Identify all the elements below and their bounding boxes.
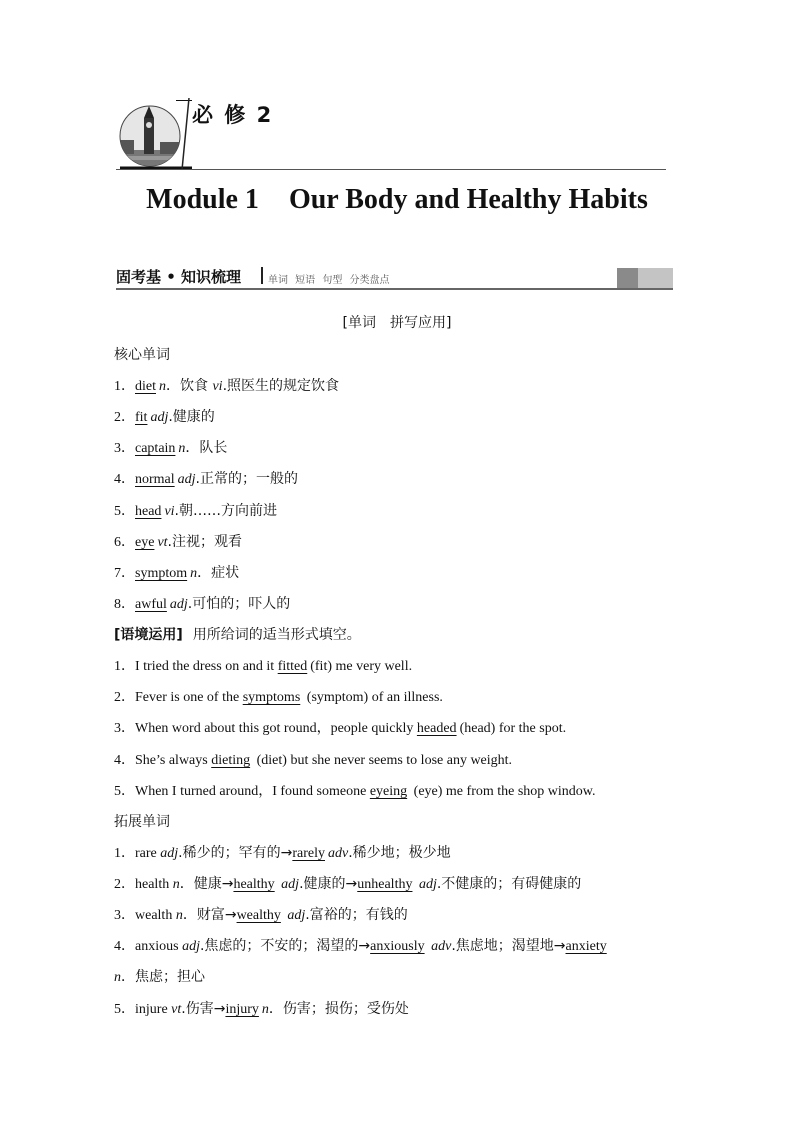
book-title: 必 修 2 (192, 103, 274, 127)
context-item (114, 686, 443, 706)
context-use-heading (114, 624, 361, 644)
item-number: 1． (114, 659, 135, 674)
part-of-speech: n (178, 441, 186, 456)
context-use-instruction: 用所给词的适当形式填空。 (192, 627, 361, 643)
context-item (114, 780, 596, 800)
pos-separator: . (174, 503, 179, 519)
sentence-end: of an illness. (368, 690, 443, 705)
core-word-item (114, 437, 227, 457)
pos-separator: . (195, 471, 200, 487)
item-number: 3． (114, 441, 135, 456)
definition: ．健康→ (179, 876, 234, 892)
extended-word-item (114, 904, 408, 924)
item-number: 8． (114, 597, 135, 612)
core-word-item (114, 468, 298, 488)
module-number: Module 1 (146, 184, 259, 215)
answer-word: awful (135, 597, 167, 612)
headword: health (135, 877, 173, 892)
section-separator (261, 267, 263, 284)
answer-word: anxiety (565, 939, 607, 954)
item-number: 5． (114, 784, 135, 799)
core-word-item (114, 593, 290, 613)
extended-word-item (114, 842, 451, 862)
hint-word: (diet) (253, 753, 287, 768)
sentence-end: but she never seems to lose any weight. (286, 753, 513, 768)
core-word-item (114, 406, 215, 426)
answer-word: unhealthy (357, 877, 413, 892)
pos-separator: ． (185, 440, 200, 456)
definition: 队长 (199, 440, 228, 456)
item-number: 2． (114, 410, 135, 425)
context-use-label: [语境运用] (114, 627, 183, 643)
hint-word: (eye) (410, 784, 443, 799)
part-of-speech: adv (328, 846, 349, 861)
sentence-start: She’s always (135, 753, 212, 768)
answer-word: diet (135, 379, 156, 394)
section-subtitle: 单词 短语 句型 分类盘点 (268, 275, 390, 286)
definition: .伤害→ (181, 1001, 226, 1017)
answer-word: healthy (233, 877, 275, 892)
part-of-speech: n (190, 566, 198, 581)
definition: .稀少地；极少地 (348, 845, 451, 861)
core-word-item (114, 500, 277, 520)
extended-word-item (114, 873, 581, 893)
part-of-speech: adj (150, 410, 169, 425)
definition: 正常的；一般的 (200, 471, 298, 487)
core-word-item (114, 531, 242, 551)
item-number: 7． (114, 566, 135, 581)
definition: .富裕的；有钱的 (305, 907, 408, 923)
sentence-start: I tried the dress on and it (135, 659, 278, 674)
headword: injure (135, 1002, 172, 1017)
module-subtitle: Our Body and Healthy Habits (288, 184, 648, 215)
answer-word: anxiously (370, 939, 425, 954)
part-of-speech: adj (169, 597, 188, 612)
section-bar-block-light (638, 268, 673, 288)
answer-word: fit (135, 410, 148, 425)
extended-word-item (114, 966, 205, 986)
definition: ．伤害；损伤；受伤处 (268, 1001, 409, 1017)
section-title: 固考基 • 知识梳理 (116, 268, 242, 286)
definition: .稀少的；罕有的→ (178, 845, 293, 861)
sentence-start: When word about this got round，people quickly (135, 721, 417, 736)
pos-separator: . (168, 409, 173, 425)
definition: .健康的→ (299, 876, 358, 892)
answer-word: symptom (135, 566, 188, 581)
answer-blank: dieting (211, 753, 251, 768)
extended-words-heading: 拓展单词 (114, 814, 170, 830)
header-rule (116, 169, 666, 170)
context-item (114, 655, 412, 675)
item-number: 5． (114, 504, 135, 519)
part-of-speech: n (159, 379, 166, 394)
item-number: 1． (114, 846, 135, 861)
definition: 注视；观看 (172, 534, 242, 550)
item-number: 5． (114, 1002, 135, 1017)
part-of-speech: n (261, 1002, 269, 1017)
sentence-start: Fever is one of the (135, 690, 243, 705)
definition: .焦虑地；渴望地→ (451, 938, 566, 954)
headword: rare (135, 846, 161, 861)
item-number: 4． (114, 939, 135, 954)
item-number: 2． (114, 877, 135, 892)
item-number: 2． (114, 690, 135, 705)
definition: ．财富→ (182, 907, 237, 923)
core-word-item (114, 562, 239, 582)
part-of-speech: adj (277, 877, 300, 892)
extended-word-item (114, 935, 610, 955)
definition: 健康的 (172, 409, 215, 425)
definition: 症状 (211, 565, 240, 581)
sentence-start: When I turned around，I found someone (135, 784, 370, 799)
answer-blank: fitted (277, 659, 308, 674)
item-number: 3． (114, 721, 135, 736)
part-of-speech: adj (283, 908, 306, 923)
answer-word: head (135, 504, 162, 519)
definition: 朝……方向前进 (179, 503, 277, 519)
hint-word: (symptom) (303, 690, 369, 705)
hint-word: (head) (459, 721, 496, 736)
definition: .不健康的；有碍健康的 (436, 876, 582, 892)
context-item (114, 749, 512, 769)
answer-word: eye (135, 535, 155, 550)
item-number: 1． (114, 379, 135, 394)
part-of-speech: vi (164, 504, 175, 519)
part-of-speech: vt (157, 535, 168, 550)
definition: 饮食 (180, 378, 208, 394)
item-number: 3． (114, 908, 135, 923)
answer-word: injury (225, 1002, 259, 1017)
definition: 可怕的；吓人的 (192, 596, 291, 612)
section-bar-block-dark (617, 268, 638, 288)
part-of-speech: adj (182, 939, 200, 954)
answer-word: normal (135, 472, 175, 487)
sentence-end: me very well. (332, 659, 413, 674)
pos-separator: ． (166, 378, 180, 394)
part-of-speech: adj (160, 846, 179, 861)
definition: ．焦虑；担心 (121, 969, 205, 985)
part-of-speech: adj (415, 877, 437, 892)
definition: .焦虑的；不安的；渴望的→ (199, 938, 371, 954)
answer-word: captain (135, 441, 176, 456)
pos-separator: . (167, 534, 172, 550)
center-heading: [单词 拼写应用] (342, 315, 452, 331)
hint-word: (fit) (310, 659, 332, 674)
core-word-item (114, 375, 339, 395)
part-of-speech: vt (171, 1002, 182, 1017)
sentence-end: for the spot. (495, 721, 567, 736)
section-bar (116, 266, 673, 290)
part-of-speech: adj (177, 472, 196, 487)
part-of-speech: n (175, 908, 183, 923)
headword: anxious (135, 939, 183, 954)
pos-separator: . (187, 596, 193, 612)
item-number: 4． (114, 753, 135, 768)
item-number: 6． (114, 535, 135, 550)
extended-word-item (114, 998, 409, 1018)
part-of-speech: n (114, 970, 121, 985)
header-divider (180, 98, 190, 170)
definition-2: .照医生的规定饮食 (222, 378, 340, 394)
section-rule (116, 288, 673, 290)
answer-blank: eyeing (369, 784, 408, 799)
headword: wealth (135, 908, 176, 923)
pos-separator: ． (197, 565, 212, 581)
answer-word: wealthy (236, 908, 281, 923)
sentence-end: me from the shop window. (442, 784, 596, 799)
answer-word: rarely (292, 846, 325, 861)
core-words-heading: 核心单词 (114, 347, 170, 363)
item-number: 4． (114, 472, 135, 487)
context-item (114, 717, 566, 737)
answer-blank: headed (416, 721, 457, 736)
part-of-speech: n (172, 877, 180, 892)
answer-blank: symptoms (242, 690, 301, 705)
part-of-speech-2: vi (212, 379, 223, 394)
part-of-speech: adv (427, 939, 452, 954)
module-title (0, 184, 794, 216)
